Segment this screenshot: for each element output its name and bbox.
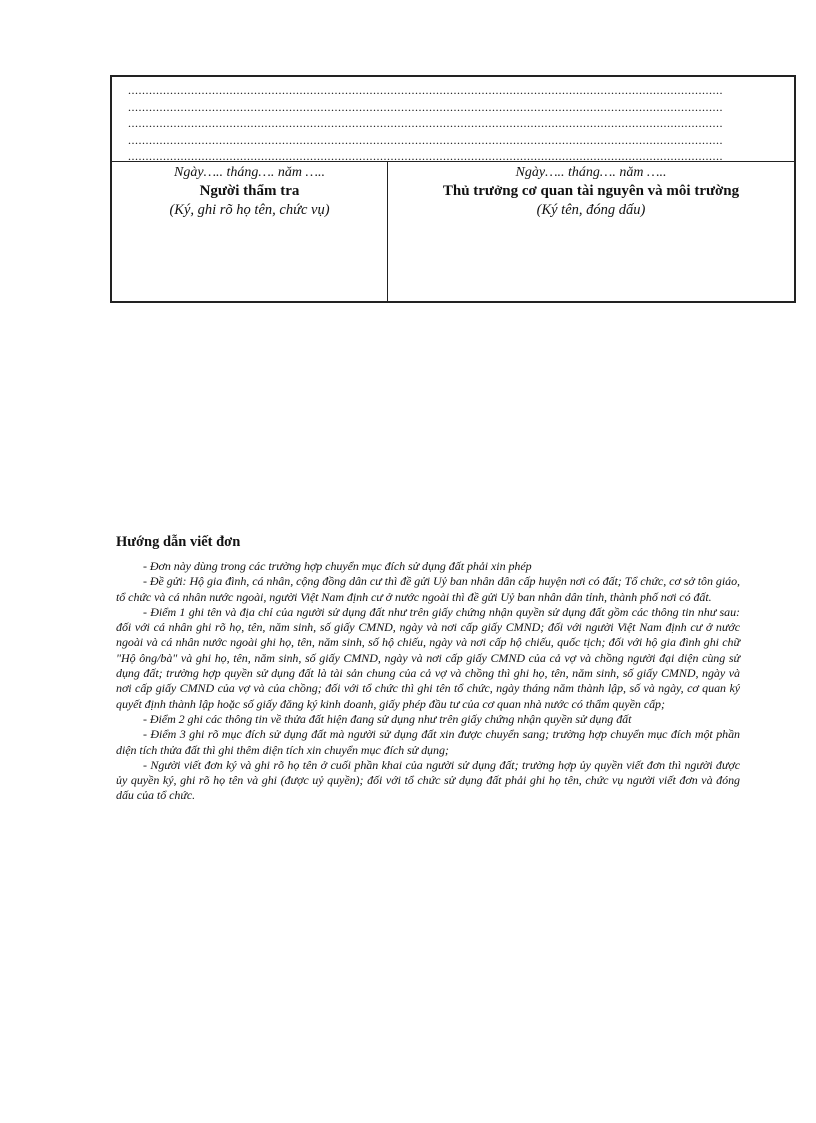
review-form-box <box>110 75 796 303</box>
guide-paragraph: - Điểm 2 ghi các thông tin về thửa đất hiện đang sử dụng như trên giấy chứng nhận quyền sử dụng đất <box>143 711 632 726</box>
reviewer-note: (Ký, ghi rõ họ tên, chức vụ) <box>169 202 330 218</box>
signature-row <box>112 162 794 301</box>
guide-paragraph: - Đơn này dùng trong các trường hợp chuyển mục đích sử dụng đất phải xin phép <box>143 559 532 573</box>
dotted-line: .......................................................................................................................................................................... <box>128 99 723 114</box>
dotted-fill-lines <box>112 77 794 162</box>
dotted-line: .......................................................................................................................................................................... <box>128 116 723 130</box>
agency-head-title: Thủ trưởng cơ quan tài nguyên và môi trường <box>442 183 740 199</box>
guide-paragraph: - Điểm 1 ghi tên và địa chỉ của người sử dụng đất như trên giấy chứng nhận quyền sử dụng đất gồm các thông tin như sau: đối với cá nhân ghi rõ họ, tên, năm sinh, số giấy CMND, ngày và nơi cấp giấy CMND; đối với người Việt Nam định cư ở nước ngoài và cá nhân nước ngoài ghi họ, tên, năm sinh, số hộ chiếu, ngày và nơi cấp hộ chiếu, quốc tịch; đối với hộ gia đình ghi chữ "Hộ ông/bà" và ghi họ, tên, năm sinh, số giấy CMND, ngày và nơi cấp giấy CMND của cả vợ và chồng người đại diện cùng sử dụng đất; trường hợp quyền sử dụng đất là tài sản chung của cả vợ và chồng thì ghi họ, tên, năm sinh, số giấy CMND, ngày và nơi cấp giấy CMND của vợ và của chồng; đối với tổ chức thì ghi tên tổ chức, ngày tháng năm thành lập, số và ngày, cơ quan ký quyết định thành lập hoặc số giấy đăng ký kinh doanh, giấy phép đầu tư của cơ quan nhà nước có thẩm quyền cấp; <box>116 604 740 711</box>
writing-guide <box>116 534 740 804</box>
guide-paragraph: - Đề gửi: Hộ gia đình, cá nhân, cộng đồng dân cư thì đề gửi Uỷ ban nhân dân cấp huyện nơi có đất; Tổ chức, cơ sở tôn giáo, tổ chức và cá nhân nước ngoài, người Việt Nam định cư ở nước ngoài thì đề gửi Uỷ ban nhân dân tỉnh, thành phố nơi có đất. <box>116 574 740 604</box>
dotted-line: .......................................................................................................................................................................... <box>128 83 723 97</box>
guide-paragraph: - Người viết đơn ký và ghi rõ họ tên ở cuối phần khai của người sử dụng đất; trường hợp ủy quyền viết đơn thì người được ủy quyền ký, ghi rõ họ tên và ghi (được uỷ quyền); đối với tổ chức sử dụng đất phải ghi họ tên, chức vụ người viết đơn và đóng dấu của tổ chức. <box>116 757 740 803</box>
dotted-line: .......................................................................................................................................................................... <box>128 132 723 147</box>
agency-head-note: (Ký tên, đóng dấu) <box>536 202 646 218</box>
guide-title: Hướng dẫn viết đơn <box>116 534 241 550</box>
agency-head-date: Ngày….. tháng…. năm ….. <box>515 165 667 180</box>
agency-head-signature-block <box>388 162 794 301</box>
reviewer-title: Người thẩm tra <box>199 183 300 199</box>
dotted-line: .......................................................................................................................................................................... <box>128 149 723 163</box>
guide-paragraph: - Điểm 3 ghi rõ mục đích sử dụng đất mà người sử dụng đất xin được chuyển sang; trường hợp chuyển mục đích một phần diện tích thửa đất thì ghi thêm diện tích xin chuyển mục đích sử dụng; <box>116 727 740 757</box>
reviewer-date: Ngày….. tháng…. năm ….. <box>174 165 325 180</box>
reviewer-signature-block <box>112 162 388 301</box>
